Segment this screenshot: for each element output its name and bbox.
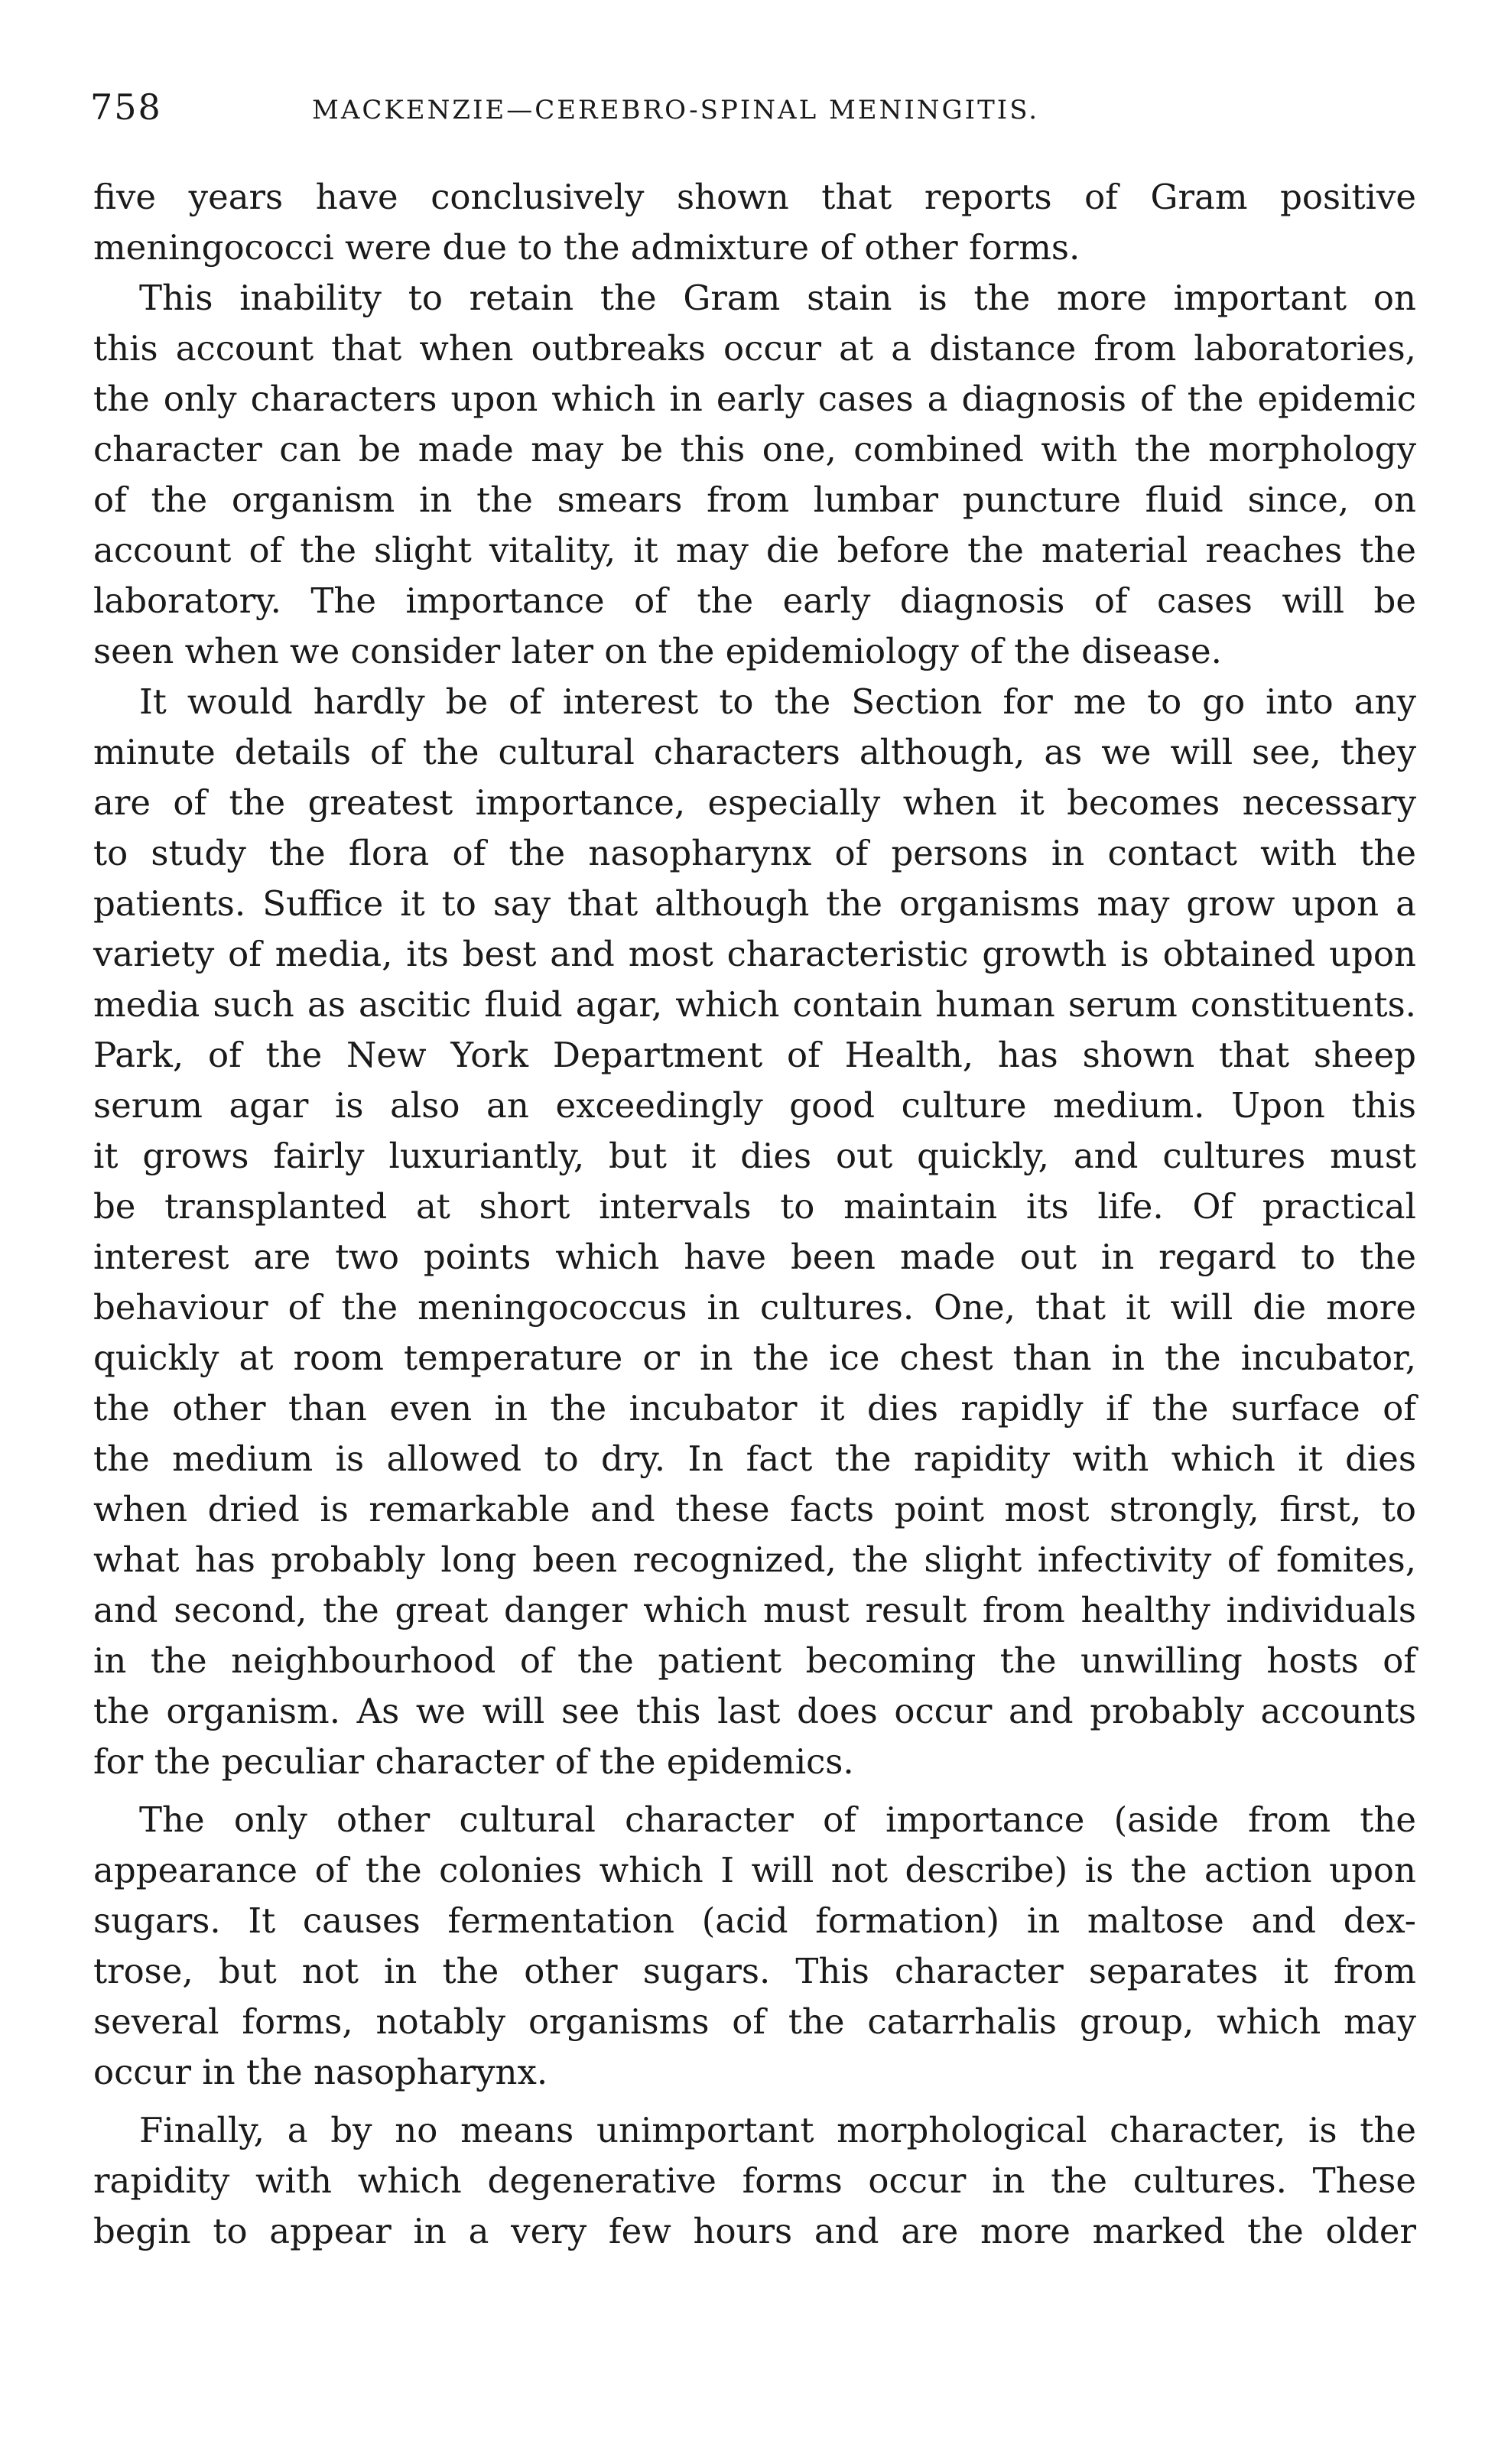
text-line: be transplanted at short intervals to maintain its life. Of practical bbox=[93, 1186, 1416, 1227]
text-line: rapidity with which degenerative forms occur in the cultures. These bbox=[93, 2160, 1416, 2201]
text-line: quickly at room temperature or in the ice chest than in the incubator, bbox=[93, 1338, 1416, 1378]
paragraph-1 bbox=[93, 172, 1416, 273]
text-line: The only other cultural character of importance (aside from the bbox=[139, 1799, 1416, 1840]
text-line: to study the flora of the nasopharynx of persons in contact with the bbox=[93, 833, 1416, 873]
text-line: of the organism in the smears from lumbar puncture fluid since, on bbox=[93, 479, 1416, 520]
text-line: when dried is remarkable and these facts point most strongly, first, to bbox=[93, 1489, 1416, 1529]
text-line: trose, but not in the other sugars. This character separates it from bbox=[93, 1951, 1416, 1991]
text-line: character can be made may be this one, combined with the morphology bbox=[93, 429, 1416, 470]
text-line: Park, of the New York Department of Health, has shown that sheep bbox=[93, 1035, 1416, 1075]
text-line: account of the slight vitality, it may die before the material reaches the bbox=[93, 530, 1416, 570]
text-line: This inability to retain the Gram stain is the more important on bbox=[139, 278, 1416, 318]
text-line: the only characters upon which in early cases a diagnosis of the epidemic bbox=[93, 379, 1416, 419]
text-line: the medium is allowed to dry. In fact the rapidity with which it dies bbox=[93, 1438, 1416, 1479]
running-head: MACKENZIE—CEREBRO-SPINAL MENINGITIS. bbox=[312, 95, 1040, 125]
text-line: for the peculiar character of the epidemics. bbox=[93, 1741, 854, 1782]
text-line: it grows fairly luxuriantly, but it dies out quickly, and cultures must bbox=[93, 1136, 1416, 1176]
text-line: appearance of the colonies which I will not describe) is the action upon bbox=[93, 1850, 1416, 1890]
text-line: It would hardly be of interest to the Section for me to go into any bbox=[139, 681, 1416, 722]
text-line: behaviour of the meningococcus in cultures. One, that it will die more bbox=[93, 1287, 1416, 1328]
text-line: the organism. As we will see this last does occur and probably accounts bbox=[93, 1691, 1416, 1731]
text-line: and second, the great danger which must result from healthy individuals bbox=[93, 1590, 1416, 1630]
text-line: several forms, notably organisms of the catarrhalis group, which may bbox=[93, 2001, 1416, 2042]
text-line: sugars. It causes fermentation (acid formation) in maltose and dex- bbox=[93, 1900, 1416, 1941]
paragraph-5 bbox=[93, 2105, 1416, 2257]
page-header bbox=[90, 86, 1405, 132]
body-text bbox=[93, 172, 1416, 2257]
text-line: meningococci were due to the admixture of other forms. bbox=[93, 227, 1080, 268]
paragraph-4 bbox=[93, 1795, 1416, 2098]
text-line: variety of media, its best and most characteristic growth is obtained upon bbox=[93, 934, 1416, 974]
text-line: this account that when outbreaks occur at a distance from laboratories, bbox=[93, 328, 1416, 369]
text-line: minute details of the cultural characters although, as we will see, they bbox=[93, 732, 1416, 772]
paragraph-2 bbox=[93, 273, 1416, 677]
paragraph-3 bbox=[93, 677, 1416, 1787]
text-line: seen when we consider later on the epidemiology of the disease. bbox=[93, 631, 1222, 671]
text-line: in the neighbourhood of the patient becoming the unwilling hosts of bbox=[93, 1640, 1416, 1681]
text-line: the other than even in the incubator it dies rapidly if the surface of bbox=[93, 1388, 1416, 1429]
text-line: are of the greatest importance, especially when it becomes necessary bbox=[93, 782, 1416, 823]
text-line: Finally, a by no means unimportant morphological character, is the bbox=[139, 2110, 1416, 2150]
text-line: patients. Suffice it to say that although the organisms may grow upon a bbox=[93, 883, 1416, 924]
text-line: interest are two points which have been made out in regard to the bbox=[93, 1237, 1416, 1277]
page-number: 758 bbox=[90, 86, 162, 128]
text-line: begin to appear in a very few hours and are more marked the older bbox=[93, 2211, 1416, 2251]
text-line: media such as ascitic fluid agar, which contain human serum constituents. bbox=[93, 984, 1416, 1025]
text-line: five years have conclusively shown that reports of Gram positive bbox=[93, 177, 1416, 217]
text-line: laboratory. The importance of the early diagnosis of cases will be bbox=[93, 580, 1416, 621]
text-line: occur in the nasopharynx. bbox=[93, 2052, 548, 2092]
text-line: what has probably long been recognized, the slight infectivity of fomites, bbox=[93, 1539, 1416, 1580]
text-line: serum agar is also an exceedingly good culture medium. Upon this bbox=[93, 1085, 1416, 1126]
